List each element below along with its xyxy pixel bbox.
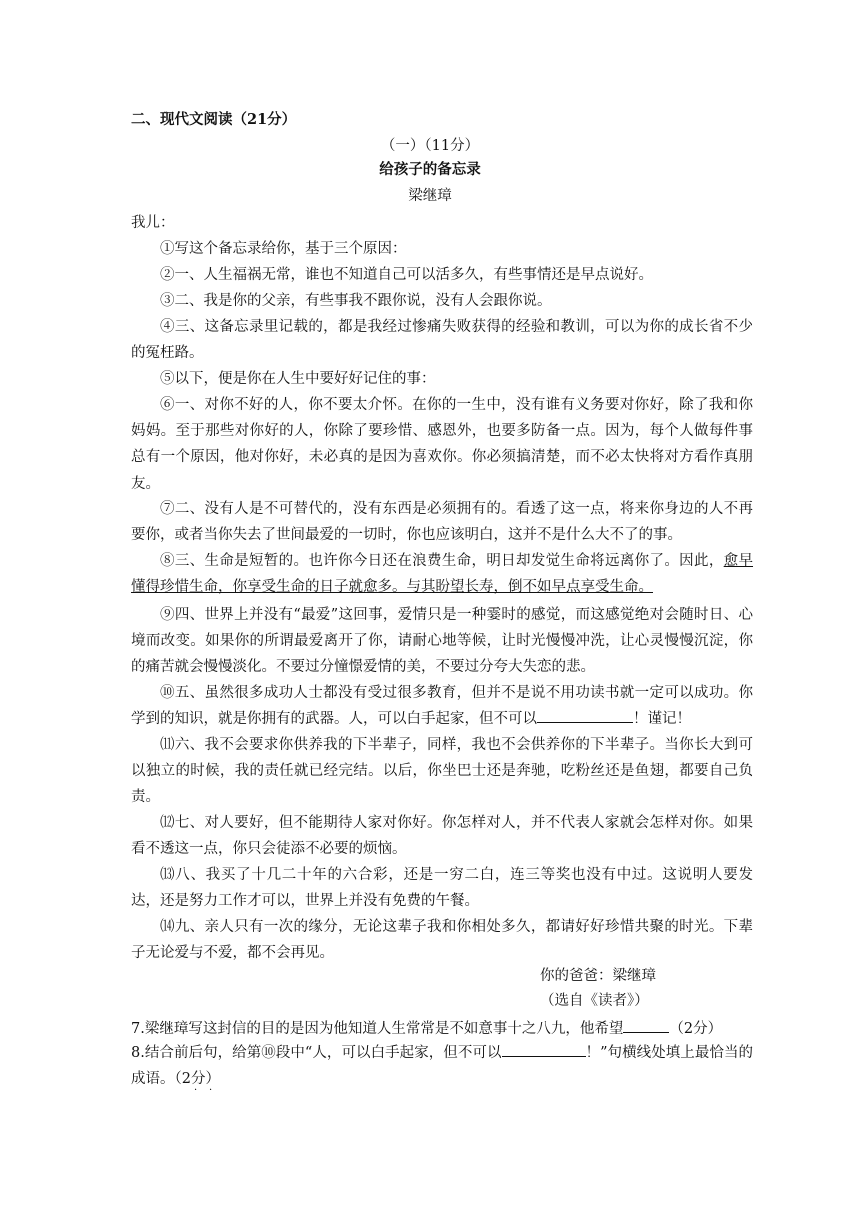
paragraph-10-text: ⑩五、虽然很多成功人士都没有受过很多教育，但并不是说不用功读书就一定可以成功。你学到的知识，就是你拥有的武器。人，可以白手起家，但不可以 bbox=[131, 685, 753, 728]
question-7 bbox=[131, 1017, 722, 1039]
emphasis-dot: · bbox=[209, 1085, 213, 1096]
paragraph-9: ⑨四、世界上并没有“最爱”这回事，爱情只是一种霎时的感觉，而这感觉绝对会随时日、心境而改变。如果你的所谓最爱离开了你，请耐心地等候，让时光慢慢冲洗，让心灵慢慢沉淀，你的痛苦就会慢慢淡化。不要过分憧憬爱情的美，不要过分夸大失恋的悲。 bbox=[131, 607, 753, 676]
source-note: （选自《读者》） bbox=[540, 993, 649, 1009]
article-title: 给孩子的备忘录 bbox=[379, 161, 481, 178]
underlined-sentence: 愈早懂得珍惜生命，你享受生命的日子就愈多。与其盼望长寿，倒不如早点享受生命。 bbox=[131, 553, 754, 596]
paragraph-10 bbox=[131, 680, 753, 732]
paragraph-14: ⒁九、亲人只有一次的缘分，无论这辈子我和你相处多久，都请好好珍惜共聚的时光。下辈子无论爱与不爱，都不会再见。 bbox=[131, 919, 753, 962]
paragraph-8 bbox=[131, 548, 753, 600]
question-7-score: （2分） bbox=[669, 1021, 723, 1037]
article-author: 梁继璋 bbox=[408, 188, 452, 204]
paragraph-10-tail: ！谨记！ bbox=[633, 711, 691, 728]
paragraph-10-blank bbox=[537, 707, 633, 723]
emphasis-dot: · bbox=[194, 1085, 198, 1096]
paragraph-3: ③二、我是你的父亲，有些事我不跟你说，没有人会跟你说。 bbox=[160, 293, 552, 309]
question-8-text: 8.结合前后句，给第⑩段中“人，可以白手起家，但不可以 bbox=[131, 1045, 502, 1061]
part-label: （一）（11分） bbox=[380, 138, 480, 154]
question-8-blank[interactable] bbox=[502, 1041, 586, 1057]
paragraph-12: ⑿七、对人要好，但不能期待人家对你好。你怎样对人，并不代表人家就会怎样对你。如果看不透这一点，你只会徒添不必要的烦恼。 bbox=[131, 815, 753, 858]
paragraph-2: ②一、人生福祸无常，谁也不知道自己可以活多久，有些事情还是早点说好。 bbox=[160, 267, 653, 283]
question-7-blank[interactable] bbox=[623, 1017, 669, 1033]
paragraph-6: ⑥一、对你不好的人，你不要太介怀。在你的一生中，没有谁有义务要对你好，除了我和你妈妈。至于那些对你好的人，你除了要珍惜、感恩外，也要多防备一点。因为，每个人做每件事总有一个原因，他对你好，未必真的是因为喜欢你。你必须搞清楚，而不必太快将对方看作真朋友。 bbox=[131, 397, 753, 492]
question-8-tail: ！”句横线处填上最恰当的成语。（2分） bbox=[131, 1045, 753, 1088]
question-7-text: 7.梁继璋写这封信的目的是因为他知道人生常常是不如意事十之八九，他希望 bbox=[131, 1021, 624, 1037]
paragraph-11: ⑾六、我不会要求你供养我的下半辈子，同样，我也不会供养你的下半辈子。当你长大到可以独立的时候，我的责任就已经完结。以后，你坐巴士还是奔驰，吃粉丝还是鱼翅，都要自己负责。 bbox=[131, 737, 753, 806]
paragraph-1: ①写这个备忘录给你，基于三个原因： bbox=[160, 241, 407, 257]
paragraph-7: ⑦二、没有人是不可替代的，没有东西是必须拥有的。看透了这一点，将来你身边的人不再要你，或者当你失去了世间最爱的一切时，你也应该明白，这并不是什么大不了的事。 bbox=[131, 501, 753, 544]
section-heading: 二、现代文阅读（21分） bbox=[131, 111, 297, 128]
paragraph-13: ⒀八、我买了十几二十年的六合彩，还是一穷二白，连三等奖也没有中过。这说明人要发达，还是努力工作才可以，世界上并没有免费的午餐。 bbox=[131, 867, 753, 910]
question-8 bbox=[131, 1040, 753, 1092]
salutation: 我儿： bbox=[131, 215, 175, 231]
paragraph-5: ⑤以下，便是你在人生中要好好记住的事： bbox=[160, 371, 436, 387]
signature: 你的爸爸：梁继璋 bbox=[540, 968, 656, 984]
paragraph-4: ④三、这备忘录里记载的，都是我经过惨痛失败获得的经验和教训，可以为你的成长省不少的冤枉路。 bbox=[131, 319, 753, 362]
paragraph-8-text: ⑧三、生命是短暂的。也许你今日还在浪费生命，明日却发觉生命将远离你了。因此， bbox=[160, 553, 724, 569]
